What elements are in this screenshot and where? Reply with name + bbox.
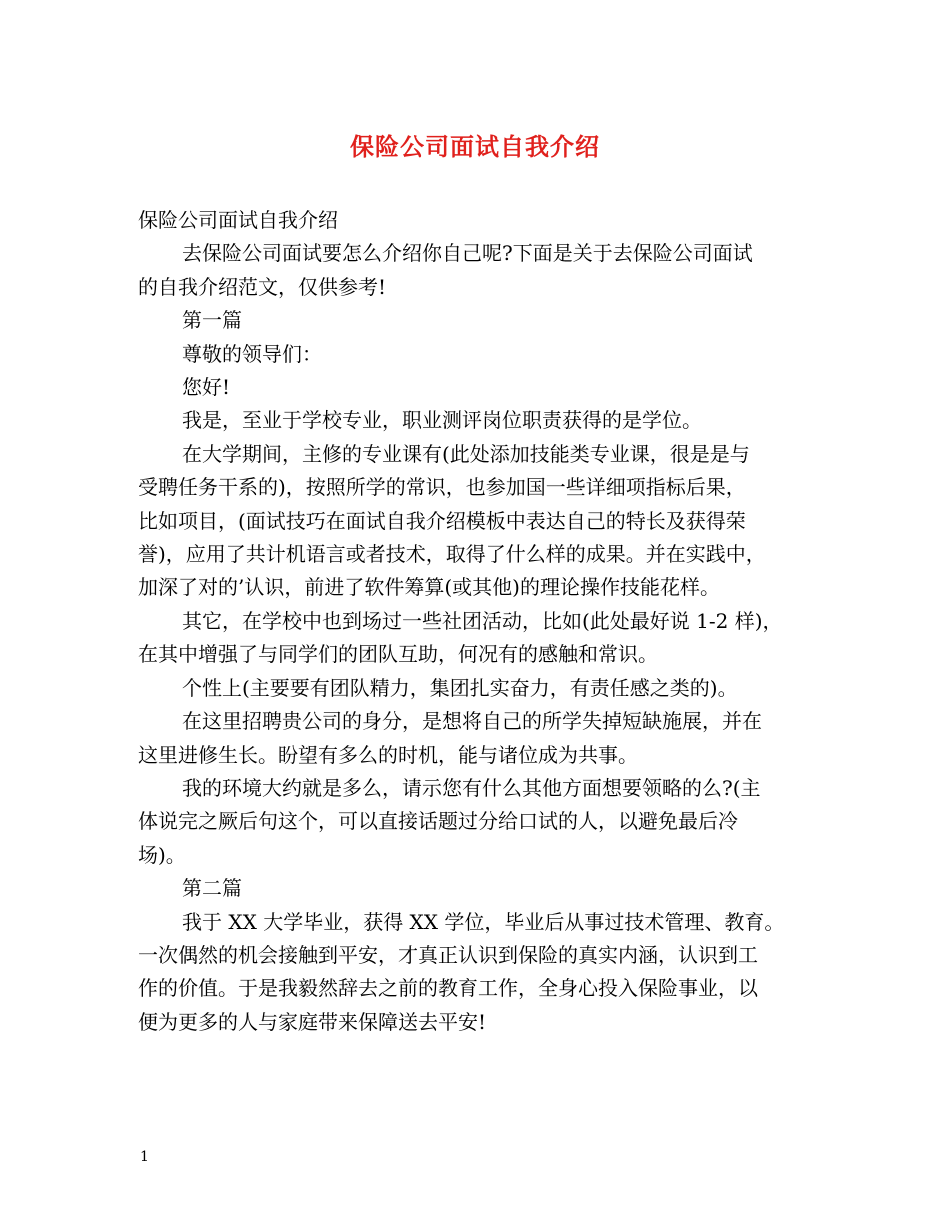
body-line: 作的价值。于是我毅然辞去之前的教育工作，全身心投入保险事业，以 (138, 976, 758, 1001)
body-line: 誉)，应用了共计机语言或者技术，取得了什么样的成果。并在实践中， (138, 542, 766, 567)
body-line: 尊敬的领导们： (182, 341, 322, 366)
body-line: 我于 XX 大学毕业，获得 XX 学位，毕业后从事过技术管理、教育。 (182, 909, 785, 934)
body-line: 您好! (182, 375, 231, 400)
body-line: 个性上(主要要有团队精力，集团扎实奋力，有责任感之类的)。 (182, 675, 738, 700)
body-line: 保险公司面试自我介绍 (138, 208, 338, 232)
body-line: 受聘任务干系的)，按照所学的常识，也参加国一些详细项指标后果， (138, 475, 746, 500)
page-number: 1 (140, 1149, 149, 1165)
body-line: 场)。 (138, 842, 186, 867)
document-title: 保险公司面试自我介绍 (350, 132, 600, 161)
body-line: 其它，在学校中也到场过一些社团活动，比如(此处最好说 1-2 样)， (182, 608, 783, 633)
body-line: 去保险公司面试要怎么介绍你自己呢?下面是关于去保险公司面试 (182, 241, 753, 266)
body-line: 在这里招聘贵公司的身分，是想将自己的所学失掉短缺施展，并在 (182, 709, 762, 734)
body-line: 这里进修生长。盼望有多么的时机，能与诸位成为共事。 (138, 742, 638, 767)
section-heading: 第二篇 (182, 876, 242, 901)
body-line: 便为更多的人与家庭带来保障送去平安! (138, 1009, 487, 1034)
body-line: 加深了对的’认识，前进了软件筹算(或其他)的理论操作技能花样。 (138, 575, 720, 600)
body-line: 一次偶然的机会接触到平安，才真正认识到保险的真实内涵，认识到工 (138, 942, 758, 967)
body-line: 在大学期间，主修的专业课有(此处添加技能类专业课，很是是与 (182, 441, 750, 466)
section-heading: 第一篇 (182, 308, 242, 333)
body-line: 我是，至业于学校专业，职业测评岗位职责获得的是学位。 (182, 408, 702, 433)
body-line: 在其中增强了与同学们的团队互助，何况有的感触和常识。 (138, 642, 658, 667)
body-line: 体说完之厥后句这个，可以直接话题过分给口试的人，以避免最后冷 (138, 809, 738, 834)
body-line: 我的环境大约就是多么，请示您有什么其他方面想要领略的么?(主 (182, 775, 761, 800)
body-line: 比如项目，(面试技巧在面试自我介绍模板中表达自己的特长及获得荣 (138, 508, 746, 533)
body-line: 的自我介绍范文，仅供参考! (138, 274, 387, 299)
document-body (138, 204, 818, 1039)
